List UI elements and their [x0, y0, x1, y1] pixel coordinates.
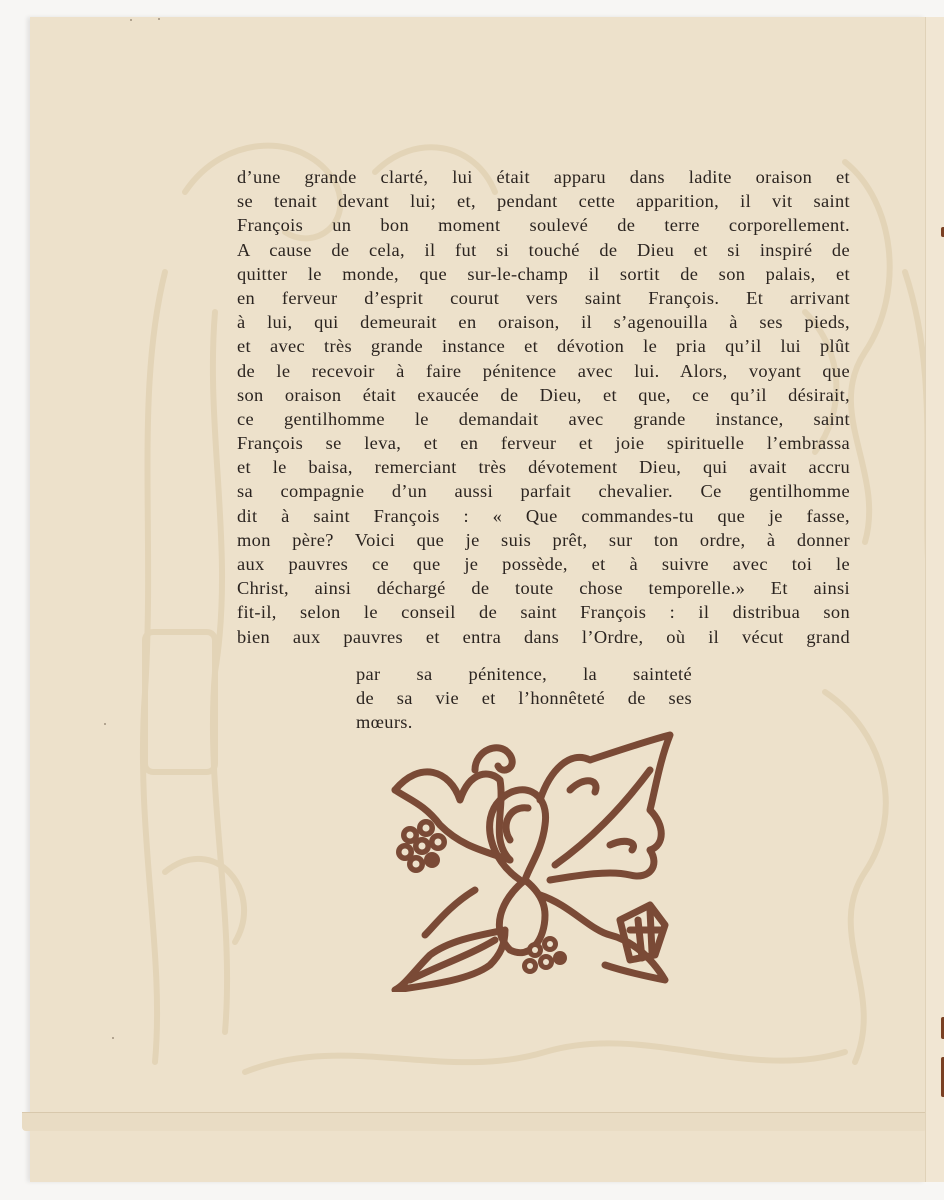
facing-page-edge [925, 17, 944, 1182]
text-line: en ferveur d’esprit courut vers saint François. Et arrivant [237, 287, 850, 308]
paper-speck [104, 723, 106, 725]
text-line: de le recevoir à faire pénitence avec lui. Alors, voyant que [237, 360, 850, 381]
text-line: à lui, qui demeurait en oraison, il s’agenouilla à ses pieds, [237, 312, 850, 333]
text-line: sa compagnie d’un aussi parfait chevalier. Ce gentilhomme [237, 481, 850, 502]
text-line: mœurs. [356, 712, 413, 733]
text-line: Christ, ainsi déchargé de toute chose temporelle.» Et ainsi [237, 578, 850, 599]
paper-speck [112, 1037, 114, 1039]
text-line: quitter le monde, que sur-le-champ il sortit de son palais, et [237, 263, 850, 284]
book-page [30, 17, 926, 1182]
text-line: de sa vie et l’honnêteté de ses [356, 688, 692, 709]
floral-ornament-icon [380, 730, 680, 992]
text-line: A cause de cela, il fut si touché de Dieu et si inspiré de [237, 239, 850, 260]
text-line: ce gentilhomme le demandait avec grande instance, saint [237, 408, 850, 429]
body-text [237, 165, 850, 649]
text-line: François un bon moment soulevé de terre corporellement. [237, 215, 850, 236]
paper-speck [158, 18, 160, 20]
text-line: et avec très grande instance et dévotion le pria qu’il lui plût [237, 336, 850, 357]
paper-speck [130, 19, 132, 21]
text-line: son oraison était exaucée de Dieu, et que, ce qu’il désirait, [237, 384, 850, 405]
text-line: et le baisa, remerciant très dévotement Dieu, qui avait accru [237, 457, 850, 478]
text-line: par sa pénitence, la sainteté [356, 664, 692, 684]
text-line: François se leva, et en ferveur et joie spirituelle l’embrassa [237, 433, 850, 454]
text-line: se tenait devant lui; et, pendant cette apparition, il vit saint [237, 191, 850, 212]
closing-text [356, 662, 692, 735]
text-line: dit à saint François : « Que commandes-tu que je fasse, [237, 505, 850, 526]
text-line: mon père? Voici que je suis prêt, sur ton ordre, à donner [237, 529, 850, 550]
text-line: fit-il, selon le conseil de saint François : il distribua son [237, 602, 850, 623]
text-line: aux pauvres ce que je possède, et à suivre avec toi le [237, 554, 850, 574]
text-line: bien aux pauvres et entra dans l’Ordre, où il vécut grand [237, 626, 850, 647]
text-line: d’une grande clarté, lui était apparu dans ladite oraison et [237, 167, 850, 187]
page-bottom-deckle-edge [22, 1112, 927, 1131]
